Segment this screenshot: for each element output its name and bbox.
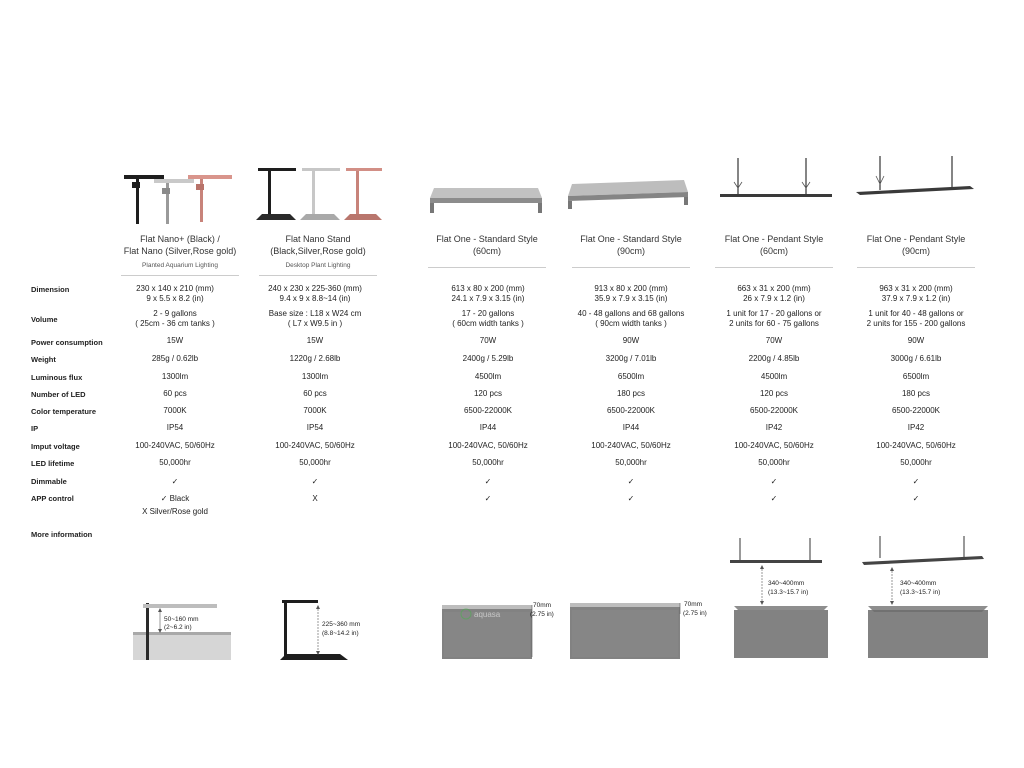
header-divider <box>857 267 975 268</box>
stand-height-label-in: (8.8~14.2 in) <box>322 630 359 637</box>
spec-cell: 240 x 230 x 225-360 (mm) 9.4 x 9 x 8.8~14 (in) <box>268 284 362 303</box>
spec-cell: 180 pcs <box>616 389 646 398</box>
spec-cell: 963 x 31 x 200 (mm) 37.9 x 7.9 x 1.2 (in) <box>879 284 953 303</box>
spec-cell: 100-240VAC, 50/60Hz <box>734 441 814 450</box>
product-header-pendant-90 <box>846 233 986 268</box>
standard-90-tank-diagram <box>560 528 710 660</box>
header-divider <box>715 267 833 268</box>
check-icon: ✓ <box>770 494 778 503</box>
spec-cell: 7000K <box>163 406 187 415</box>
spec-cell: IP44 <box>479 423 497 432</box>
standard-60-tank-diagram <box>426 528 576 660</box>
product-header-standard-90 <box>561 233 701 268</box>
product-name-line: Flat Nano Stand <box>285 234 351 244</box>
product-name-line: Flat Nano (Silver,Rose gold) <box>123 246 237 256</box>
spec-cell: IP42 <box>907 423 925 432</box>
check-icon: ✓ <box>627 477 635 486</box>
row-label-ip: IP <box>31 424 39 433</box>
product-name-line: (90cm) <box>901 246 930 256</box>
product-name-line: (Black,Silver,Rose gold) <box>270 246 366 256</box>
spec-cell: 1300lm <box>301 372 329 381</box>
spec-cell: 4500lm <box>760 372 788 381</box>
check-icon: ✓ <box>770 477 778 486</box>
spec-cell: 6500-22000K <box>606 406 656 415</box>
flat-nano-product-image <box>114 148 244 224</box>
pendant60-height-label-in: (13.3~15.7 in) <box>768 589 809 596</box>
check-icon: ✓ <box>627 494 635 503</box>
stand-mounting-diagram <box>252 528 402 660</box>
spec-cell: 6500lm <box>902 372 930 381</box>
spec-cell: IP44 <box>622 423 640 432</box>
product-tagline: Desktop Plant Lighting <box>285 262 351 269</box>
pendant90-height-label-in: (13.3~15.7 in) <box>900 589 941 596</box>
spec-cell: 1300lm <box>161 372 189 381</box>
spec-cell: 1 unit for 17 - 20 gallons or 2 units for 60 - 75 gallons <box>726 309 822 328</box>
spec-cell: 50,000hr <box>159 458 191 467</box>
product-name-line: Flat One - Standard Style <box>580 234 682 244</box>
check-icon: ✓ <box>912 477 920 486</box>
nano-silver-lamp <box>154 179 194 224</box>
check-icon: ✓ <box>484 477 492 486</box>
row-label-luminous-flux: Luminous flux <box>31 373 83 382</box>
stand-silver <box>300 168 340 220</box>
spec-cell: 50,000hr <box>472 458 504 467</box>
spec-cell: 1 unit for 40 - 48 gallons or 2 units for 155 - 200 gallons <box>866 309 966 328</box>
std90-height-label: 70mm <box>684 601 703 608</box>
spec-cell: 100-240VAC, 50/60Hz <box>876 441 956 450</box>
spec-cell: 40 - 48 gallons and 68 gallons ( 90cm width tanks ) <box>577 309 685 328</box>
nano-height-label: 50~160 mm <box>164 616 199 623</box>
spec-cell: 2200g / 4.85lb <box>748 354 800 363</box>
product-name-line: (60cm) <box>472 246 501 256</box>
pendant-90-tank-diagram <box>842 528 992 660</box>
header-divider <box>572 267 690 268</box>
spec-cell: 6500lm <box>617 372 645 381</box>
spec-cell: IP54 <box>166 423 184 432</box>
spec-cell: 913 x 80 x 200 (mm) 35.9 x 7.9 x 3.15 (in) <box>594 284 668 303</box>
product-name-line: Flat One - Pendant Style <box>724 234 824 244</box>
check-icon: ✓ <box>311 477 319 486</box>
product-name-line: Flat One - Pendant Style <box>866 234 966 244</box>
spec-cell: 50,000hr <box>615 458 647 467</box>
header-divider <box>121 275 239 276</box>
nano-height-label-in: (2~6.2 in) <box>164 624 192 631</box>
pendant90-height-label: 340~400mm <box>900 580 937 587</box>
product-header-flat-nano <box>110 233 250 276</box>
spec-cell: 50,000hr <box>299 458 331 467</box>
spec-cell: 230 x 140 x 210 (mm) 9 x 5.5 x 8.2 (in) <box>136 284 214 303</box>
stand-height-label: 225~360 mm <box>322 621 361 628</box>
product-name-line: Flat Nano+ (Black) / <box>140 234 220 244</box>
spec-cell: 663 x 31 x 200 (mm) 26 x 7.9 x 1.2 (in) <box>737 284 811 303</box>
row-label-dimension: Dimension <box>31 285 70 294</box>
spec-cell: 6500-22000K <box>891 406 941 415</box>
spec-cell: 3000g / 6.61lb <box>890 354 942 363</box>
flat-one-pendant-60-image <box>712 148 842 224</box>
flat-nano-stand-product-image <box>254 148 384 224</box>
spec-cell: 90W <box>907 336 925 345</box>
flat-one-standard-60-image <box>420 148 550 224</box>
product-header-flat-nano-stand <box>248 233 388 276</box>
cross-icon: X <box>312 494 318 503</box>
flat-one-standard-90-image <box>562 148 692 224</box>
spec-cell: 6500-22000K <box>463 406 513 415</box>
spec-cell: 2 - 9 gallons ( 25cm - 36 cm tanks ) <box>135 309 215 328</box>
spec-cell: 7000K <box>303 406 327 415</box>
pendant-60-tank-diagram <box>700 528 850 660</box>
spec-cell: 285g / 0.62lb <box>151 354 199 363</box>
row-label-color-temperature: Color temperature <box>31 407 97 416</box>
row-label-led-lifetime: LED lifetime <box>31 459 75 468</box>
product-name-line: Flat One - Standard Style <box>436 234 538 244</box>
spec-cell: IP42 <box>765 423 783 432</box>
spec-cell: 6500-22000K <box>749 406 799 415</box>
nano-mounting-diagram <box>110 528 260 660</box>
check-icon: ✓ <box>484 494 492 503</box>
product-name-line: (90cm) <box>616 246 645 256</box>
spec-cell: 100-240VAC, 50/60Hz <box>448 441 528 450</box>
spec-cell: 100-240VAC, 50/60Hz <box>135 441 215 450</box>
spec-cell: 120 pcs <box>473 389 503 398</box>
row-label-app-control: APP control <box>31 494 74 503</box>
spec-cell: 50,000hr <box>758 458 790 467</box>
spec-cell: 70W <box>479 336 497 345</box>
product-header-standard-60 <box>417 233 557 268</box>
spec-cell: 100-240VAC, 50/60Hz <box>275 441 355 450</box>
header-divider <box>428 267 546 268</box>
spec-cell: 2400g / 5.29lb <box>462 354 514 363</box>
spec-cell: 4500lm <box>474 372 502 381</box>
product-name-line: (60cm) <box>759 246 788 256</box>
row-label-power: Power consumption <box>31 338 103 347</box>
product-header-pendant-60 <box>704 233 844 268</box>
spec-cell: 60 pcs <box>163 389 187 398</box>
spec-cell: 180 pcs <box>901 389 931 398</box>
std60-height-label-in: (2.75 in) <box>530 611 554 618</box>
spec-cell: Base size : L18 x W24 cm ( L7 x W9.5 in ) <box>268 309 362 328</box>
spec-cell: IP54 <box>306 423 324 432</box>
row-label-input-voltage: Imput voltage <box>31 442 80 451</box>
spec-cell: 100-240VAC, 50/60Hz <box>591 441 671 450</box>
header-divider <box>259 275 377 276</box>
spec-cell: 90W <box>622 336 640 345</box>
spec-cell: 17 - 20 gallons ( 60cm width tanks ) <box>452 309 524 328</box>
flat-one-pendant-90-image <box>846 148 976 224</box>
row-label-weight: Weight <box>31 355 56 364</box>
row-label-led-count: Number of LED <box>31 390 86 399</box>
spec-cell: 1220g / 2.68lb <box>289 354 341 363</box>
stand-rose-gold <box>344 168 382 220</box>
spec-cell: 613 x 80 x 200 (mm) 24.1 x 7.9 x 3.15 (in) <box>451 284 525 303</box>
row-label-dimmable: Dimmable <box>31 477 67 486</box>
spec-cell: 3200g / 7.01lb <box>605 354 657 363</box>
check-icon: ✓ <box>171 477 179 486</box>
app-control-cell: ✓ Black X Silver/Rose gold <box>142 494 208 516</box>
std90-height-label-in: (2.75 in) <box>683 610 707 617</box>
std60-height-label: 70mm <box>533 602 552 609</box>
spec-cell: 15W <box>166 336 184 345</box>
check-icon: ✓ <box>912 494 920 503</box>
pendant60-height-label: 340~400mm <box>768 580 805 587</box>
stand-black <box>256 168 296 220</box>
spec-cell: 70W <box>765 336 783 345</box>
product-tagline: Planted Aquarium Lighting <box>142 262 218 269</box>
spec-cell: 15W <box>306 336 324 345</box>
nano-rose-gold-lamp <box>188 175 232 222</box>
spec-cell: 120 pcs <box>759 389 789 398</box>
watermark-text: aquasa <box>474 610 501 619</box>
spec-cell: 50,000hr <box>900 458 932 467</box>
row-label-volume: Volume <box>31 315 58 324</box>
more-information-label: More information <box>31 530 93 539</box>
spec-cell: 60 pcs <box>303 389 327 398</box>
